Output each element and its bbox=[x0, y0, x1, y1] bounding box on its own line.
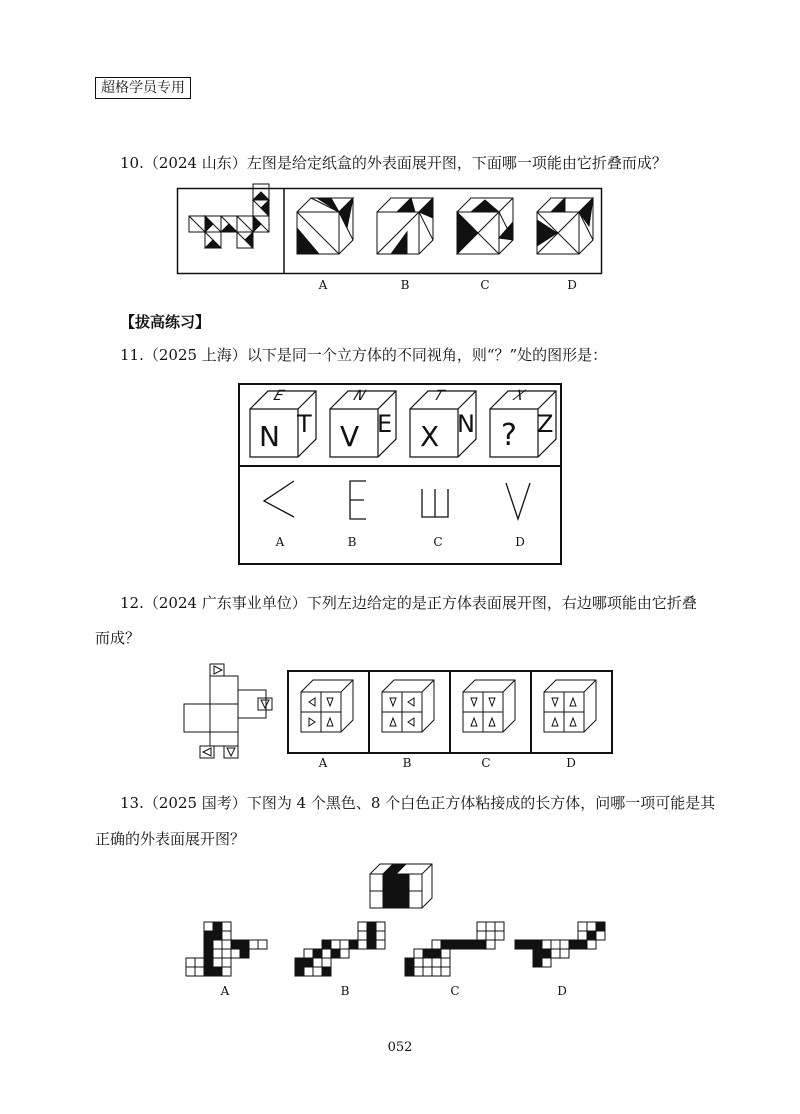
q11-cube3-top: T bbox=[429, 388, 448, 404]
question-13-line1 bbox=[120, 793, 715, 813]
q12-option-c[interactable]: C bbox=[481, 756, 491, 770]
question-source: （2024 广东事业单位） bbox=[143, 594, 307, 612]
section-title: 【拔高练习】 bbox=[120, 313, 211, 331]
q11-cube1-side: T bbox=[297, 410, 312, 438]
question-text: 左图是给定纸盒的外表面展开图，下面哪一项能由它折叠而成？ bbox=[246, 154, 667, 172]
q10-cube-d bbox=[537, 198, 593, 254]
q13-net-b bbox=[295, 922, 385, 976]
q13-option-c[interactable]: C bbox=[450, 984, 460, 998]
q11-option-b[interactable]: B bbox=[347, 535, 357, 549]
q11-option-a[interactable]: A bbox=[275, 535, 285, 549]
question-text: 下列左边给定的是正方体表面展开图，右边哪项能由它折叠 bbox=[306, 594, 697, 612]
question-source: （2025 国考） bbox=[143, 794, 247, 812]
q11-cube2-top: N bbox=[349, 388, 370, 404]
q10-option-a[interactable]: A bbox=[318, 278, 328, 292]
question-number: 12. bbox=[120, 594, 144, 612]
q10-cube-a bbox=[297, 198, 353, 254]
question-11 bbox=[120, 345, 607, 365]
q10-figure bbox=[177, 188, 602, 274]
q10-cube-b bbox=[377, 198, 433, 254]
q11-cube3-side: N bbox=[457, 410, 475, 438]
q13-option-d[interactable]: D bbox=[557, 984, 567, 998]
question-source: （2025 上海） bbox=[143, 346, 247, 364]
q11-cube2-front: V bbox=[340, 420, 360, 453]
q13-net-a bbox=[186, 922, 267, 976]
question-10 bbox=[120, 153, 667, 173]
q12-option-d[interactable]: D bbox=[566, 756, 576, 770]
q13-net-c bbox=[405, 922, 504, 976]
q11-cube3-front: X bbox=[420, 420, 440, 453]
q10-options bbox=[297, 198, 593, 254]
q12-options bbox=[287, 670, 613, 754]
q11-glyph-c bbox=[422, 489, 448, 517]
q13-cuboid bbox=[368, 862, 434, 910]
question-text: 下图为 4 个黑色、8 个白色正方体粘接成的长方体，问哪一项可能是其 bbox=[246, 794, 716, 812]
q13-option-b[interactable]: B bbox=[340, 984, 350, 998]
question-12-line1 bbox=[120, 593, 697, 613]
question-source: （2024 山东） bbox=[143, 154, 247, 172]
q10-option-d[interactable]: D bbox=[567, 278, 577, 292]
q13-nets bbox=[180, 918, 620, 978]
q10-net bbox=[189, 184, 269, 248]
exclusive-tag: 超格学员专用 bbox=[95, 77, 191, 99]
q11-cube2-side: E bbox=[377, 410, 393, 438]
q11-glyph-b bbox=[350, 481, 366, 519]
q11-glyph-d bbox=[506, 483, 530, 519]
q11-glyph-a bbox=[264, 481, 294, 517]
question-number: 13. bbox=[120, 794, 144, 812]
q13-net-d bbox=[515, 922, 605, 967]
q12-option-a[interactable]: A bbox=[318, 756, 328, 770]
q11-cube4-top: X bbox=[509, 388, 529, 404]
q11-cube1-top: E bbox=[269, 388, 288, 404]
q11-cube4-side: Z bbox=[537, 410, 554, 438]
q11-option-c[interactable]: C bbox=[433, 535, 443, 549]
question-13-line2: 正确的外表面展开图？ bbox=[95, 830, 246, 848]
q11-cube4-front: ? bbox=[501, 418, 517, 453]
q10-option-b[interactable]: B bbox=[400, 278, 410, 292]
q11-option-d[interactable]: D bbox=[515, 535, 525, 549]
q12-option-b[interactable]: B bbox=[402, 756, 412, 770]
page-number: 052 bbox=[387, 1040, 413, 1055]
question-number: 10. bbox=[120, 154, 144, 172]
q10-cube-c bbox=[457, 198, 513, 254]
q12-net bbox=[180, 660, 275, 760]
q11-cube1-front: N bbox=[259, 420, 280, 453]
question-text: 以下是同一个立方体的不同视角，则“？”处的图形是： bbox=[246, 346, 608, 364]
question-number: 11. bbox=[120, 346, 144, 364]
q10-option-c[interactable]: C bbox=[480, 278, 490, 292]
question-12-line2: 而成？ bbox=[95, 629, 141, 647]
q13-option-a[interactable]: A bbox=[220, 984, 230, 998]
